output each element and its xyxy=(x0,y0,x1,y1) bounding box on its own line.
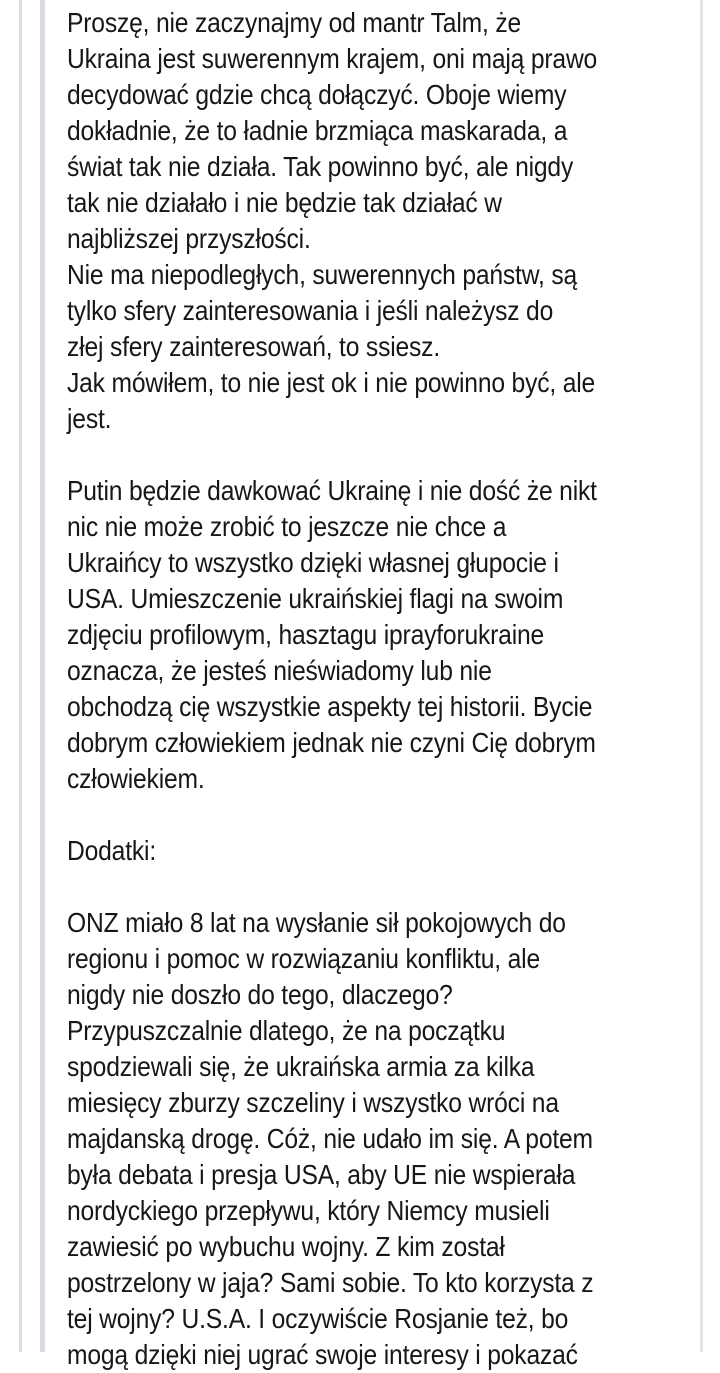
comment-text-block xyxy=(67,5,707,1373)
text-line: najbliższej przyszłości. xyxy=(67,223,311,254)
text-line: decydować gdzie chcą dołączyć. Oboje wiemy xyxy=(67,79,567,110)
text-line: nordyckiego przepływu, który Niemcy musieli xyxy=(67,1195,550,1226)
text-line: zdjęciu profilowym, hasztagu iprayforukraine xyxy=(67,619,545,650)
text-line: miesięcy zburzy szczeliny i wszystko wróci na xyxy=(67,1087,559,1118)
text-line: tak nie działało i nie będzie tak działać w xyxy=(67,187,502,218)
text-line: mogą dzięki niej ugrać swoje interesy i pokazać xyxy=(67,1339,578,1370)
quote-bar-outer xyxy=(19,0,22,1352)
text-line: świat tak nie działa. Tak powinno być, ale nigdy xyxy=(67,151,574,182)
text-line: nigdy nie doszło do tego, dlaczego? xyxy=(67,979,453,1010)
text-line: majdanską drogę. Cóż, nie udało im się. A potem xyxy=(67,1123,593,1154)
text-line: złej sfery zainteresowań, to ssiesz. xyxy=(67,331,441,362)
text-line: Proszę, nie zaczynajmy od mantr Talm, że xyxy=(67,7,522,38)
text-line: Nie ma niepodległych, suwerennych państw, są xyxy=(67,259,577,290)
text-line: Ukraińcy to wszystko dzięki własnej głupocie i xyxy=(67,547,559,578)
text-line: Dodatki: xyxy=(67,835,156,866)
text-line xyxy=(67,437,630,473)
text-line: dokładnie, że to ładnie brzmiąca maskarada, a xyxy=(67,115,568,146)
text-line: Ukraina jest suwerennym krajem, oni mają prawo xyxy=(67,43,598,74)
text-line xyxy=(67,869,630,905)
text-line: dobrym człowiekiem jednak nie czyni Cię dobrym xyxy=(67,727,596,758)
text-line xyxy=(67,797,630,833)
text-line: obchodzą cię wszystkie aspekty tej historii. Bycie xyxy=(67,691,593,722)
text-line: była debata i presja USA, aby UE nie wspierała xyxy=(67,1159,576,1190)
text-line: zawiesić po wybuchu wojny. Z kim został xyxy=(67,1231,505,1262)
text-line: Przypuszczalnie dlatego, że na początku xyxy=(67,1015,506,1046)
text-line: spodziewali się, że ukraińska armia za kilka xyxy=(67,1051,535,1082)
text-line: postrzelony w jaja? Sami sobie. To kto korzysta z xyxy=(67,1267,594,1298)
quote-bar-inner xyxy=(40,0,45,1352)
text-line: regionu i pomoc w rozwiązaniu konfliktu, ale xyxy=(67,943,540,974)
text-line: człowiekiem. xyxy=(67,763,205,794)
text-line: Jak mówiłem, to nie jest ok i nie powinno być, ale xyxy=(67,367,596,398)
text-line: jest. xyxy=(67,403,112,434)
text-line: ONZ miało 8 lat na wysłanie sił pokojowych do xyxy=(67,907,566,938)
text-line: nic nie może zrobić to jeszcze nie chce a xyxy=(67,511,507,542)
text-line: Putin będzie dawkować Ukrainę i nie dość że nikt xyxy=(67,475,597,506)
text-line: USA. Umieszczenie ukraińskiej flagi na swoim xyxy=(67,583,564,614)
text-line: oznacza, że jesteś nieświadomy lub nie xyxy=(67,655,492,686)
text-line: tej wojny? U.S.A. I oczywiście Rosjanie też, bo xyxy=(67,1303,569,1334)
text-line: tylko sfery zainteresowania i jeśli należysz do xyxy=(67,295,554,326)
